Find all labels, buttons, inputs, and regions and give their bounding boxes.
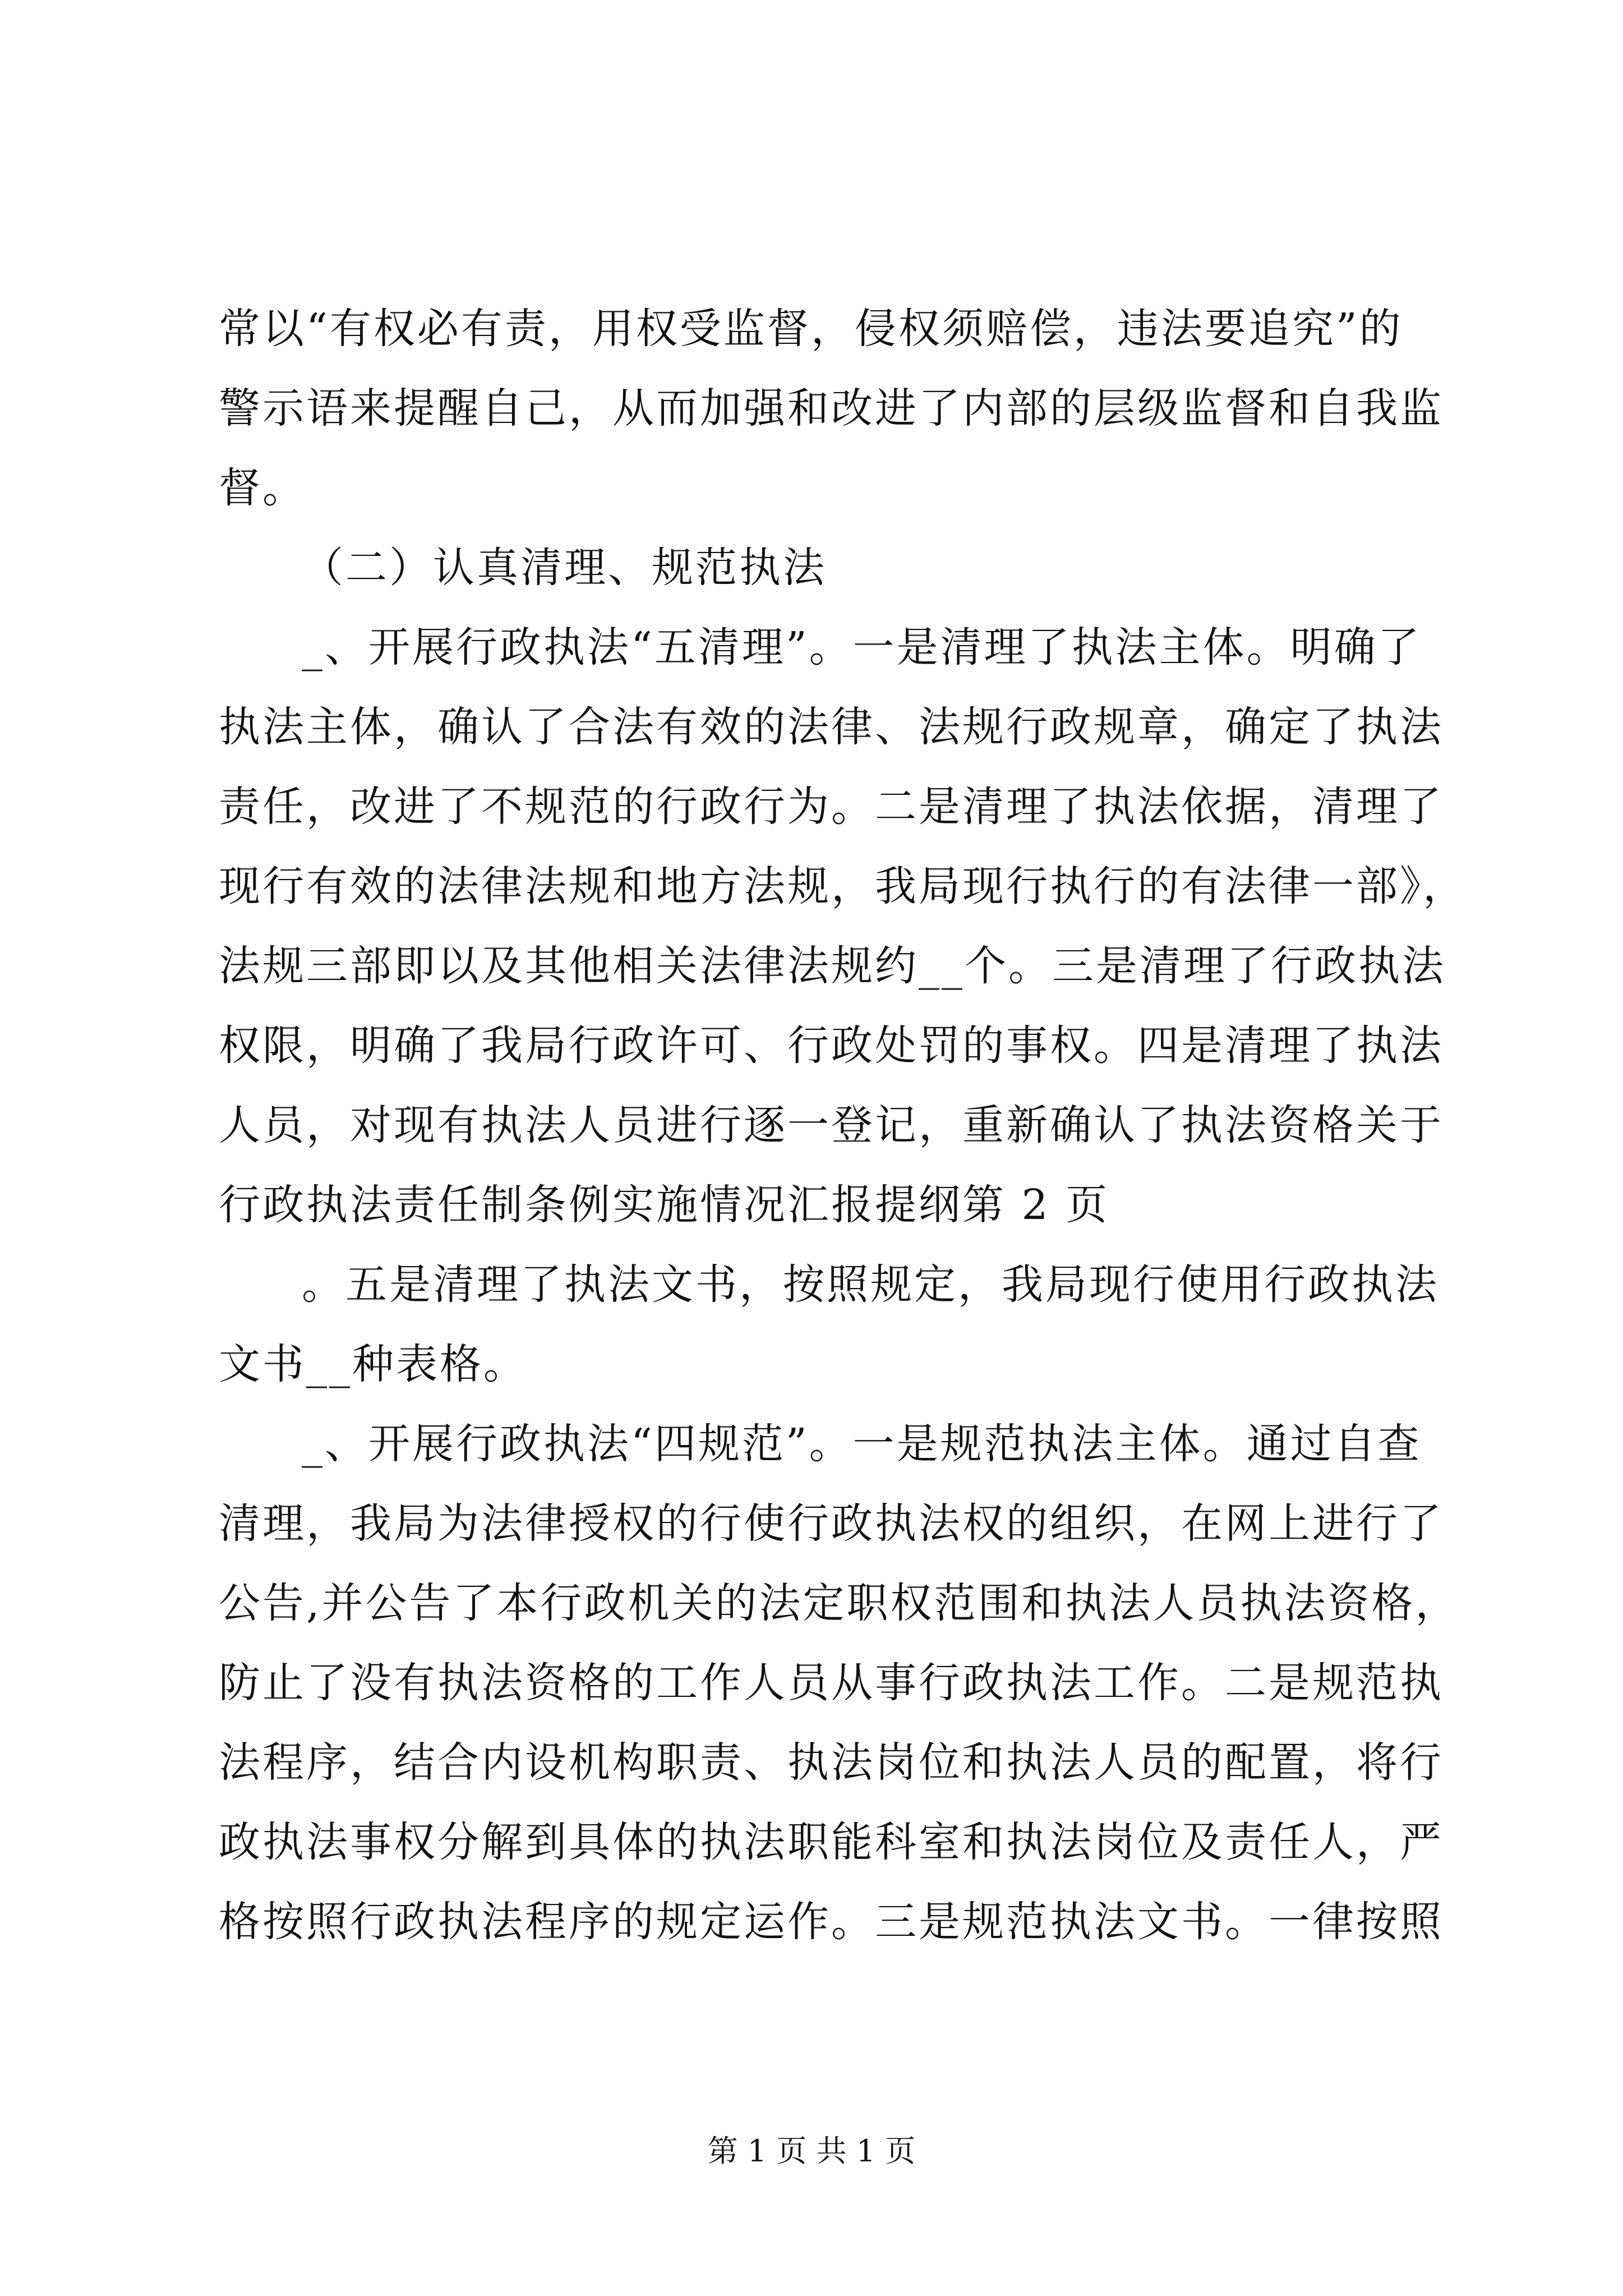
text-line-18: 防止了没有执法资格的工作人员从事行政执法工作。二是规范执 xyxy=(219,1659,1444,1707)
text-line-10: 权限，明确了我局行政许可、行政处罚的事权。四是清理了执法 xyxy=(219,1022,1444,1070)
page-footer: 第 1 页 共 1 页 xyxy=(707,2133,916,2169)
text-line-5: _、开展行政执法“五清理”。一是清理了执法主体。明确了 xyxy=(302,623,1422,671)
text-line-13: 。五是清理了执法文书，按照规定，我局现行使用行政执法 xyxy=(302,1260,1439,1309)
text-line-21: 格按照行政执法程序的规定运作。三是规范执法文书。一律按照 xyxy=(219,1898,1444,1946)
text-line-2: 警示语来提醒自己，从而加强和改进了内部的层级监督和自我监 xyxy=(219,384,1444,432)
text-line-16: 清理，我局为法律授权的行使行政执法权的组织，在网上进行了 xyxy=(219,1499,1444,1548)
text-line-20: 政执法事权分解到具体的执法职能科室和执法岗位及责任人，严 xyxy=(219,1818,1444,1866)
text-line-7: 责任，改进了不规范的行政行为。二是清理了执法依据，清理了 xyxy=(219,783,1444,831)
text-line-9: 法规三部即以及其他相关法律法规约__个。三是清理了行政执法 xyxy=(219,942,1446,990)
text-line-3: 督。 xyxy=(219,464,306,512)
text-line-17: 公告,并公告了本行政机关的法定职权范围和执法人员执法资格， xyxy=(219,1579,1459,1627)
text-line-11: 人员，对现有执法人员进行逐一登记，重新确认了执法资格关于 xyxy=(219,1101,1444,1149)
text-line-12: 行政执法责任制条例实施情况汇报提纲第 2 页 xyxy=(219,1181,1110,1229)
section-heading: （二）认真清理、规范执法 xyxy=(302,544,827,592)
text-line-8: 现行有效的法律法规和地方法规，我局现行执行的有法律一部》， xyxy=(219,862,1467,910)
text-line-1: 常以“有权必有责，用权受监督，侵权须赔偿，违法要追究”的 xyxy=(219,305,1403,353)
document-body xyxy=(219,289,1467,1962)
text-line-19: 法程序，结合内设机构职责、执法岗位和执法人员的配置，将行 xyxy=(219,1738,1444,1787)
text-line-14: 文书__种表格。 xyxy=(219,1340,527,1388)
text-line-6: 执法主体，确认了合法有效的法律、法规行政规章，确定了执法 xyxy=(219,703,1444,751)
text-line-15: _、开展行政执法“四规范”。一是规范执法主体。通过自查 xyxy=(302,1420,1422,1468)
